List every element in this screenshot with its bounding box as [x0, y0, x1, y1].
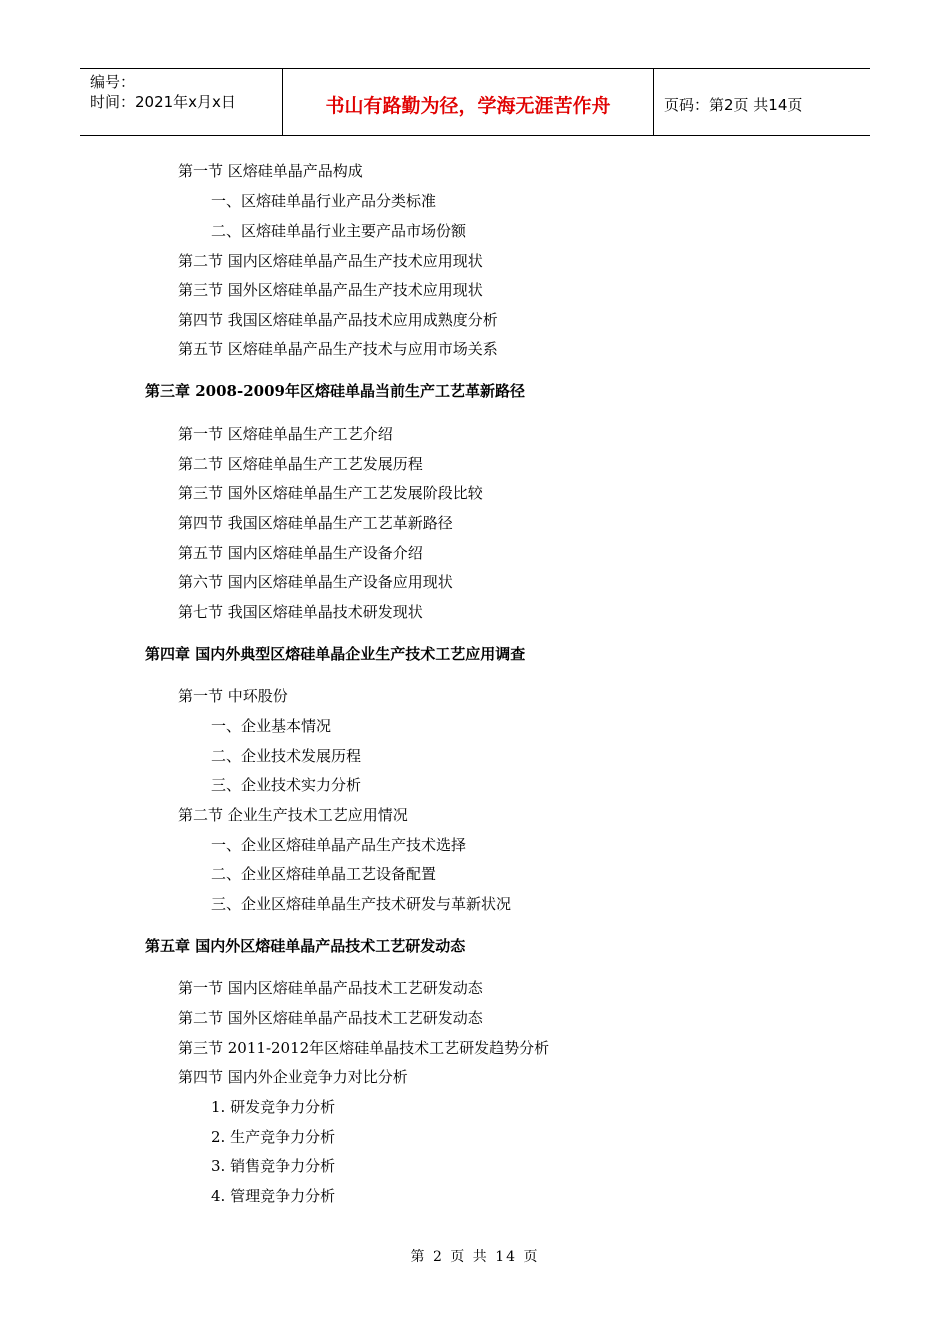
toc-subsection: 一、企业区熔硅单晶产品生产技术选择 — [211, 836, 467, 854]
toc-subsection: 二、企业区熔硅单晶工艺设备配置 — [211, 865, 437, 883]
toc-section: 第一节 区熔硅单晶生产工艺介绍 — [178, 425, 393, 443]
toc-subsection: 二、企业技术发展历程 — [211, 747, 362, 765]
toc-section: 第七节 我国区熔硅单晶技术研发现状 — [178, 603, 423, 621]
number-label: 编号： — [90, 73, 136, 91]
toc-section: 第二节 国内区熔硅单晶产品生产技术应用现状 — [178, 252, 483, 270]
toc-chapter-heading: 第三章 2008-2009年区熔硅单晶当前生产工艺革新路径 — [145, 382, 525, 400]
page-info: 页码：第2页 共14页 — [664, 96, 803, 114]
toc-subsection: 4. 管理竞争力分析 — [211, 1187, 336, 1205]
toc-subsection: 一、企业基本情况 — [211, 717, 332, 735]
toc-section: 第一节 区熔硅单晶产品构成 — [178, 162, 363, 180]
motto-text: 书山有路勤为径，学海无涯苦作舟 — [325, 95, 611, 117]
toc-subsection: 2. 生产竞争力分析 — [211, 1128, 336, 1146]
toc-section: 第六节 国内区熔硅单晶生产设备应用现状 — [178, 573, 453, 591]
header-page-cell — [654, 69, 870, 135]
toc-subsection: 一、区熔硅单晶行业产品分类标准 — [211, 192, 437, 210]
date-line: 时间：2021年x月x日 — [90, 93, 236, 111]
toc-section: 第四节 我国区熔硅单晶产品技术应用成熟度分析 — [178, 311, 498, 329]
toc-section: 第四节 国内外企业竞争力对比分析 — [178, 1068, 408, 1086]
toc-section: 第二节 企业生产技术工艺应用情况 — [178, 806, 408, 824]
toc-section: 第四节 我国区熔硅单晶生产工艺革新路径 — [178, 514, 453, 532]
header-motto-cell — [282, 69, 654, 135]
toc-chapter-heading: 第四章 国内外典型区熔硅单晶企业生产技术工艺应用调查 — [145, 645, 526, 663]
toc-section: 第一节 国内区熔硅单晶产品技术工艺研发动态 — [178, 979, 483, 997]
toc-section: 第三节 2011-2012年区熔硅单晶技术工艺研发趋势分析 — [178, 1039, 550, 1057]
toc-section: 第三节 国外区熔硅单晶产品生产技术应用现状 — [178, 281, 483, 299]
toc-subsection: 二、区熔硅单晶行业主要产品市场份额 — [211, 222, 467, 240]
toc-section: 第二节 国外区熔硅单晶产品技术工艺研发动态 — [178, 1009, 483, 1027]
toc-section: 第五节 国内区熔硅单晶生产设备介绍 — [178, 544, 423, 562]
toc-section: 第三节 国外区熔硅单晶生产工艺发展阶段比较 — [178, 484, 483, 502]
toc-subsection: 1. 研发竞争力分析 — [211, 1098, 336, 1116]
header-left-cell — [80, 69, 282, 135]
toc-subsection: 3. 销售竞争力分析 — [211, 1157, 336, 1175]
toc-subsection: 三、企业区熔硅单晶生产技术研发与革新状况 — [211, 895, 512, 913]
toc-subsection: 三、企业技术实力分析 — [211, 776, 362, 794]
toc-section: 第五节 区熔硅单晶产品生产技术与应用市场关系 — [178, 340, 498, 358]
page-footer: 第 2 页 共 14 页 — [410, 1249, 540, 1265]
toc-section: 第二节 区熔硅单晶生产工艺发展历程 — [178, 455, 423, 473]
toc-chapter-heading: 第五章 国内外区熔硅单晶产品技术工艺研发动态 — [145, 937, 466, 955]
page-header — [80, 68, 870, 136]
toc-section: 第一节 中环股份 — [178, 687, 288, 705]
